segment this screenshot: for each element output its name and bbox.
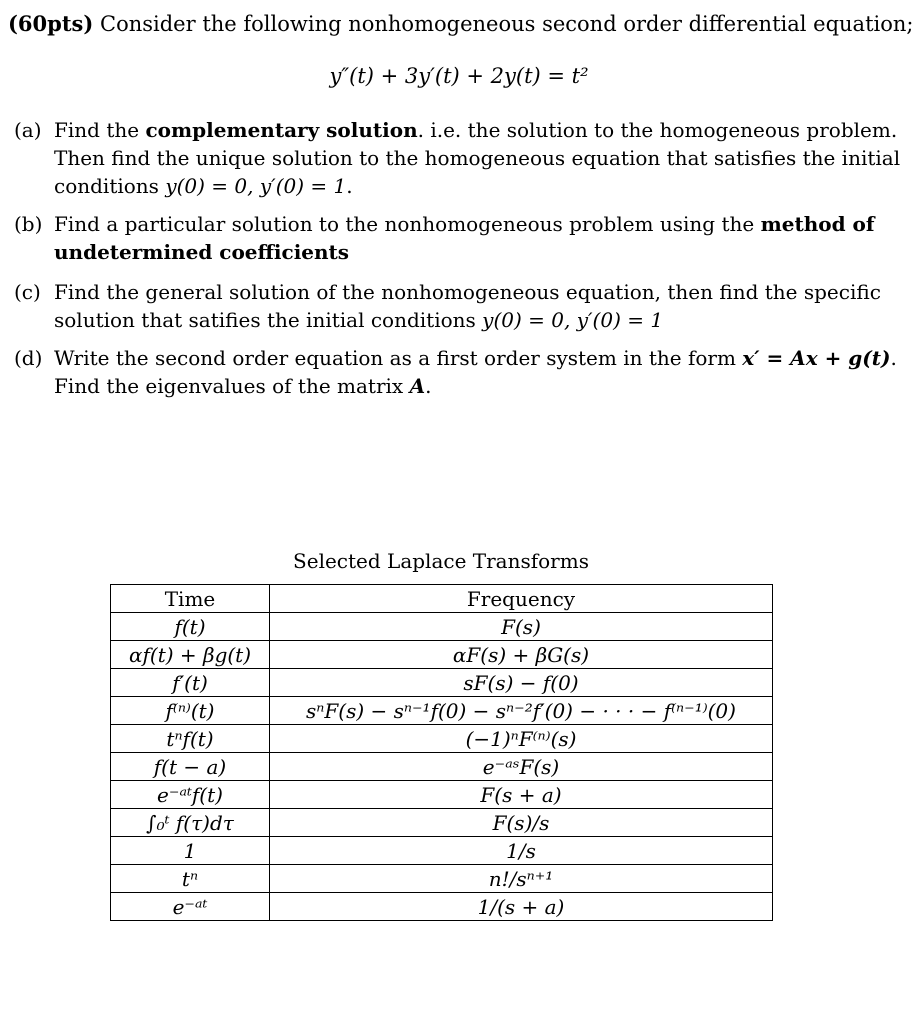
table-row <box>111 669 773 697</box>
part-d <box>14 344 910 400</box>
problem-header <box>8 11 913 36</box>
frequency-cell: (−1)ⁿF⁽ⁿ⁾(s) <box>270 725 773 753</box>
table-row <box>111 753 773 781</box>
time-cell: e⁻ᵃᵗ <box>111 893 270 921</box>
time-cell: f(t) <box>111 613 270 641</box>
table-row <box>111 725 773 753</box>
frequency-cell: n!/sⁿ⁺¹ <box>270 865 773 893</box>
part-math: y(0) = 0, y′(0) = 1 <box>482 308 664 332</box>
part-a <box>14 116 910 200</box>
part-body <box>54 278 910 334</box>
part-text: . <box>425 374 432 398</box>
frequency-cell: F(s)/s <box>270 809 773 837</box>
part-label: (a) <box>14 118 42 142</box>
table-row <box>111 613 773 641</box>
part-b <box>14 210 910 266</box>
part-bold-text: complementary solution <box>145 118 418 142</box>
part-math: A <box>409 374 426 398</box>
frequency-cell: sⁿF(s) − sⁿ⁻¹f(0) − sⁿ⁻²f′(0) − · · · − f⁽ⁿ⁻¹⁾(0) <box>270 697 773 725</box>
part-bold-text: method of undetermined coefficients <box>54 212 875 264</box>
frequency-cell: sF(s) − f(0) <box>270 669 773 697</box>
table-header-row <box>111 585 773 613</box>
time-cell: 1 <box>111 837 270 865</box>
column-header-time: Time <box>111 585 270 613</box>
part-c <box>14 278 910 334</box>
frequency-cell: αF(s) + βG(s) <box>270 641 773 669</box>
table-row <box>111 697 773 725</box>
part-text: Write the second order equation as a first order system in the form <box>54 346 743 370</box>
table-title: Selected Laplace Transforms <box>293 549 589 573</box>
time-cell: tⁿ <box>111 865 270 893</box>
part-text: Find a particular solution to the nonhomogeneous problem using the <box>54 212 761 236</box>
frequency-cell: 1/s <box>270 837 773 865</box>
frequency-cell: e⁻ᵃˢF(s) <box>270 753 773 781</box>
part-text: . Find the eigenvalues of the matrix <box>54 346 897 398</box>
frequency-cell: F(s) <box>270 613 773 641</box>
table-row <box>111 781 773 809</box>
time-cell: αf(t) + βg(t) <box>111 641 270 669</box>
table-row <box>111 641 773 669</box>
table-row <box>111 865 773 893</box>
time-cell: ∫₀ᵗ f(τ)dτ <box>111 809 270 837</box>
problem-intro: Consider the following nonhomogeneous second order differential equation; <box>100 12 914 36</box>
time-cell: f⁽ⁿ⁾(t) <box>111 697 270 725</box>
part-label: (b) <box>14 212 43 236</box>
part-text: . <box>346 174 353 198</box>
frequency-cell: F(s + a) <box>270 781 773 809</box>
column-header-frequency: Frequency <box>270 585 773 613</box>
part-text: Find the general solution of the nonhomogeneous equation, then find the specific solution that satifies the initial conditions <box>54 280 881 332</box>
time-cell: f(t − a) <box>111 753 270 781</box>
table-row <box>111 837 773 865</box>
main-equation: y″(t) + 3y′(t) + 2y(t) = t² <box>329 64 589 88</box>
points-label: (60pts) <box>8 11 94 36</box>
part-math: x′ = Ax + g(t) <box>742 346 891 370</box>
part-text: . i.e. the solution to the homogeneous problem. Then find the unique solution to the homogeneous equation that satisfies the initial conditions <box>54 118 901 198</box>
part-body <box>54 344 910 400</box>
part-label: (c) <box>14 280 41 304</box>
part-text: Find the <box>54 118 146 142</box>
part-math: y(0) = 0, y′(0) = 1 <box>165 174 347 198</box>
laplace-table <box>110 584 773 921</box>
part-label: (d) <box>14 346 43 370</box>
part-body <box>54 116 910 200</box>
part-body <box>54 210 910 266</box>
table-row <box>111 809 773 837</box>
frequency-cell: 1/(s + a) <box>270 893 773 921</box>
time-cell: e⁻ᵃᵗf(t) <box>111 781 270 809</box>
time-cell: tⁿf(t) <box>111 725 270 753</box>
time-cell: f′(t) <box>111 669 270 697</box>
table-row <box>111 893 773 921</box>
